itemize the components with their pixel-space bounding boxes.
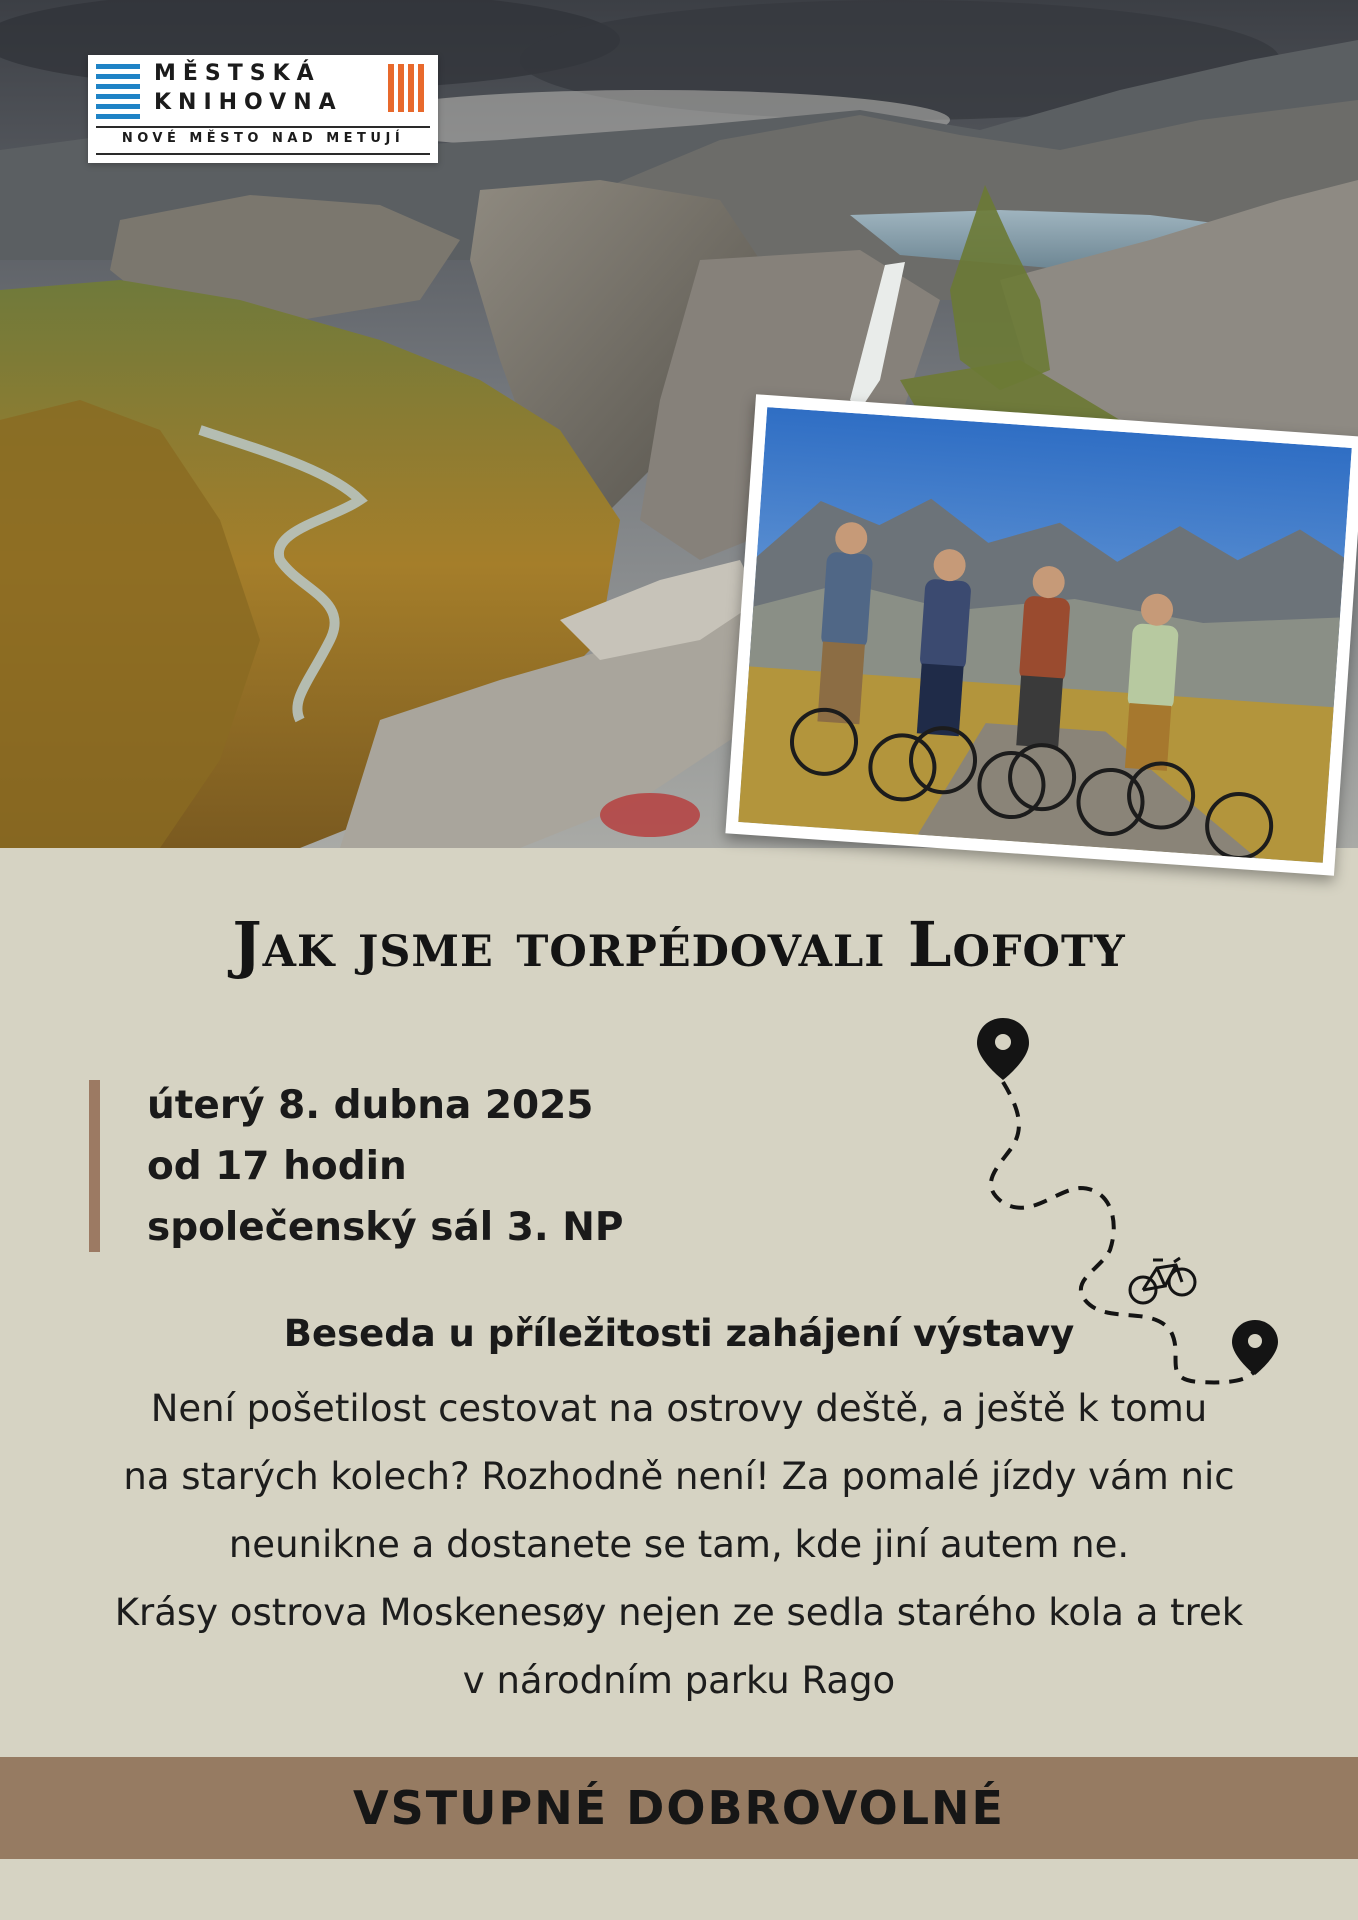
details-accent-bar [89, 1080, 100, 1252]
logo-line-1: MĚSTSKÁ [154, 61, 321, 86]
event-time: od 17 hodin [147, 1144, 407, 1189]
logo-bars-icon [388, 64, 428, 114]
admission-band [0, 1757, 1358, 1859]
description-line: v národním parku Rago [462, 1659, 896, 1702]
description-line: Není pošetilost cestovat na ostrovy deště, a ještě k tomu [150, 1387, 1208, 1430]
logo-rule [96, 126, 430, 128]
description-subtitle: Beseda u příležitosti zahájení výstavy [283, 1312, 1075, 1355]
event-venue: společenský sál 3. NP [147, 1205, 624, 1250]
cyclists-photo-frame [725, 394, 1358, 875]
logo-line-2: KNIHOVNA [154, 90, 343, 115]
event-details [147, 1075, 623, 1258]
library-logo [88, 55, 438, 163]
logo-subline: NOVÉ MĚSTO NAD METUJÍ [121, 131, 405, 146]
admission-label: VSTUPNÉ DOBROVOLNÉ [353, 1781, 1005, 1835]
event-date: úterý 8. dubna 2025 [147, 1083, 594, 1128]
logo-name [154, 59, 343, 117]
cyclists-photo [738, 407, 1352, 863]
description-line: na starých kolech? Rozhodně není! Za pomalé jízdy vám nic [123, 1455, 1235, 1498]
map-pin-icon [977, 1018, 1029, 1080]
logo-stripes-icon [96, 64, 140, 122]
description-text [60, 1375, 1298, 1715]
bicycle-icon [1130, 1258, 1195, 1303]
description-line: Krásy ostrova Moskenesøy nejen ze sedla starého kola a trek [114, 1591, 1244, 1634]
event-title: Jak jsme torpédovali Lofoty [232, 908, 1126, 981]
logo-rule-bottom [96, 153, 430, 155]
description-line: neunikne a dostanete se tam, kde jiní autem ne. [228, 1523, 1130, 1566]
